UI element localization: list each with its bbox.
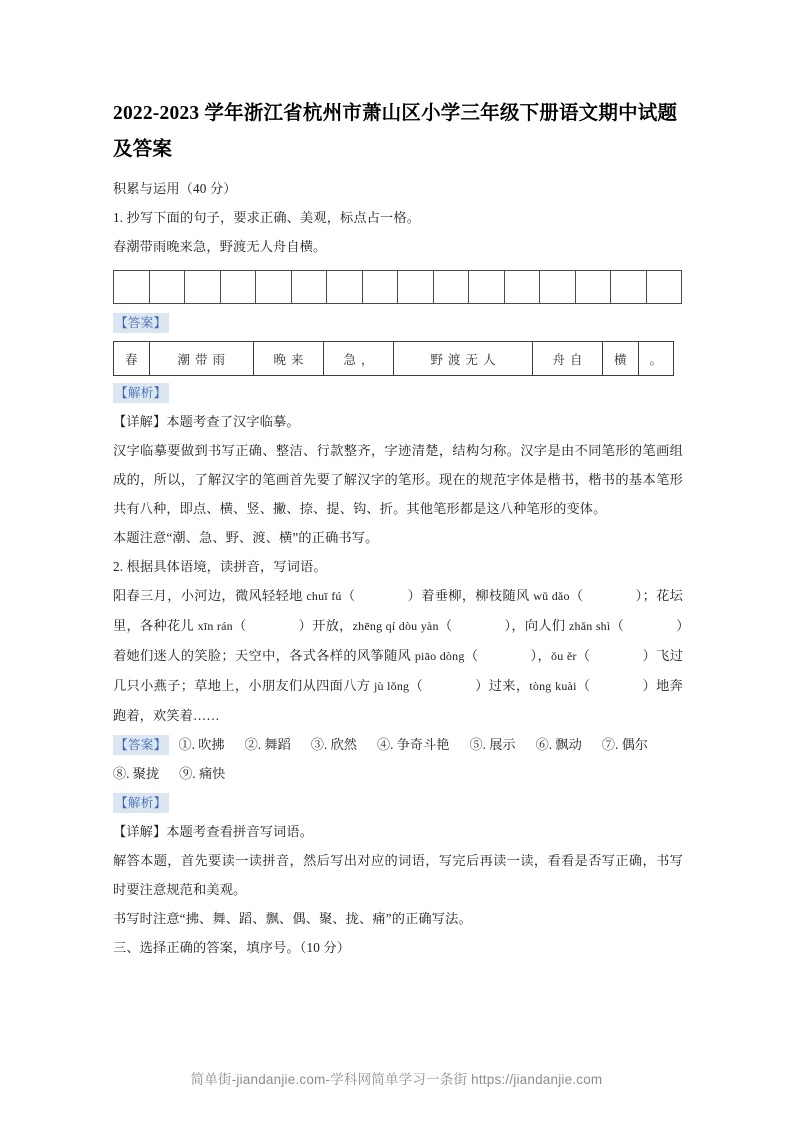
- pinyin-ju-long: jù lǒng: [373, 679, 410, 693]
- pinyin-zhan-shi: zhǎn shì: [569, 619, 611, 633]
- answer-item-2: [245, 737, 291, 752]
- answer-item-6: [536, 737, 582, 752]
- grid-cell[interactable]: [185, 271, 221, 304]
- analysis-tag: 【解析】: [113, 793, 169, 813]
- grid-cell[interactable]: [433, 271, 469, 304]
- answer-number: ③.: [310, 737, 328, 752]
- answer-text: 飘动: [555, 737, 582, 752]
- q2-text: ），: [530, 648, 552, 663]
- document-content: [113, 96, 683, 962]
- table-row: [114, 342, 674, 376]
- answer-text: 展示: [489, 737, 516, 752]
- q2-text: ），向人们: [504, 618, 569, 633]
- question1-sentence: 春潮带雨晚来急，野渡无人舟自横。: [113, 239, 327, 254]
- answer-cell: 舟自: [533, 342, 603, 376]
- pinyin-kuai: kuài: [555, 679, 577, 693]
- answer-number: ⑦.: [601, 737, 619, 752]
- question2-detail-line: 【详解】本题考查看拼音写词语。: [113, 824, 314, 839]
- grid-cell[interactable]: [540, 271, 576, 304]
- grid-cell[interactable]: [327, 271, 363, 304]
- answer-item-5: [469, 737, 515, 752]
- question1-writing-grid-wrap: [113, 270, 683, 304]
- q2-text: ）着她们迷人的笑脸；天空中，各式各样的风筝随风: [113, 618, 683, 663]
- q2-text: ）地奔跑着，欢笑着……: [113, 678, 683, 723]
- grid-cell[interactable]: [646, 271, 682, 304]
- answer-text: 欣然: [330, 737, 357, 752]
- answer-text: 偶尔: [621, 737, 648, 752]
- grid-cell[interactable]: [149, 271, 185, 304]
- answer-tag: 【答案】: [113, 735, 169, 755]
- question1-analysis-paragraph-1: 汉字临摹要做到书写正确、整洁、行款整齐，字迹清楚，结构匀称。汉字是由不同笔形的笔画组成的，所以，了解汉字的笔画首先要了解汉字的笔形。现在的规范字体是楷书，楷书的基本笔形共有八种，即点、横、竖、撇、捺、提、钩、折。其他笔形都是这八种笔形的变体。: [113, 443, 683, 516]
- answer-cell: 野渡无人: [394, 342, 533, 376]
- grid-cell[interactable]: [504, 271, 540, 304]
- pinyin-zheng-qi-dou-yan: zhēng qí dòu yàn: [352, 619, 439, 633]
- answer-item-7: [602, 737, 648, 752]
- answer-cell: 。: [638, 342, 674, 376]
- answer-cell: 潮带雨: [149, 342, 254, 376]
- question3-prompt: 三、选择正确的答案，填序号。（10 分）: [113, 940, 351, 955]
- q2-text: ）；: [635, 588, 656, 603]
- pinyin-xin-ran: xīn rán: [197, 619, 233, 633]
- answer-number: ⑤.: [469, 737, 486, 752]
- pinyin-piao-dong: piāo dòng: [414, 649, 465, 663]
- grid-cell[interactable]: [362, 271, 398, 304]
- question2-analysis-paragraph-1: 解答本题，首先要读一读拼音，然后写出对应的词语，写完后再读一读，看看是否写正确，书写时要注意规范和美观。: [113, 853, 683, 897]
- pinyin-chui-fu: chuī fú: [306, 589, 342, 603]
- question1-detail-line: 【详解】本题考查了汉字临摹。: [113, 414, 300, 429]
- question1-writing-grid: [113, 270, 682, 304]
- grid-cell[interactable]: [256, 271, 292, 304]
- answer-item-1: [178, 737, 224, 752]
- question2-answer-line: [113, 730, 683, 788]
- grid-cell[interactable]: [291, 271, 327, 304]
- question2-body: 阳春三月，小河边，微风轻轻地 chuī fú（ ）着垂柳，柳枝随风 wǔ dǎo（ ）；花坛里，各种花儿 xīn rán（ ）开放，zhēng qí dòu yàn（ ），向人们 zhǎn shì（ ）着她们迷人的笑脸；天空中，各式各样的风筝随风 piāo dòng（ ），ǒu ěr（ ）飞过几只小燕子；草地上，小朋友们从四面八方 jù lǒng（ ）过来，tòng kuài（ ）地奔跑着，欢笑着……: [113, 588, 684, 723]
- question1-prompt: 1. 抄写下面的句子，要求正确、美观，标点占一格。: [113, 210, 421, 225]
- answer-item-8: [113, 766, 159, 781]
- grid-cell[interactable]: [469, 271, 505, 304]
- section-heading: 积累与运用（40 分）: [113, 181, 237, 196]
- q2-text: 花坛里，各种花儿: [113, 588, 684, 633]
- answer-tag: 【答案】: [113, 313, 169, 333]
- q2-text: ）过来，: [474, 678, 530, 693]
- answer-text: 舞蹈: [264, 737, 291, 752]
- grid-cell[interactable]: [611, 271, 647, 304]
- question1-answer-grid: [113, 341, 674, 376]
- analysis-tag: 【解析】: [113, 383, 169, 403]
- grid-cell[interactable]: [220, 271, 256, 304]
- question1-analysis-paragraph-2: 本题注意“潮、急、野、渡、横”的正确书写。: [113, 530, 379, 545]
- footer-watermark: 简单街-jiandanjie.com-学科网简单学习一条街 https://jiandanjie.com: [190, 1072, 603, 1087]
- answer-item-9: [179, 766, 225, 781]
- answer-text: 聚拢: [132, 766, 160, 781]
- question1-answer-tag-line: [113, 308, 683, 337]
- answer-cell: 晚来: [254, 342, 324, 376]
- answer-text: 痛快: [198, 766, 226, 781]
- question2-analysis-tag-line: [113, 788, 683, 817]
- answer-text: 争奇斗艳: [396, 737, 450, 752]
- grid-cell[interactable]: [398, 271, 434, 304]
- answer-item-4: [377, 737, 450, 752]
- table-row: [114, 271, 682, 304]
- q2-text: ）飞过几只小燕子；草地上，小朋友们从四面八方: [113, 648, 684, 693]
- q2-text: ）开放，: [298, 618, 353, 633]
- question2-analysis-paragraph-2: 书写时注意“拂、舞、蹈、飘、偶、聚、拢、痛”的正确写法。: [113, 911, 472, 926]
- pinyin-ou-er: ǒu ěr: [551, 649, 577, 663]
- answer-cell: 急，: [324, 342, 394, 376]
- answer-number: ②.: [244, 737, 262, 752]
- answer-number: ①.: [178, 737, 195, 752]
- question2-prompt: 2. 根据具体语境，读拼音，写词语。: [113, 559, 327, 574]
- answer-item-3: [311, 737, 357, 752]
- q2-text: ）着垂柳，柳枝随风: [407, 588, 534, 603]
- pinyin-tong: tòng: [529, 679, 552, 693]
- page-title: 2022-2023 学年浙江省杭州市萧山区小学三年级下册语文期中试题及答案: [113, 103, 678, 160]
- answer-cell: 横: [603, 342, 639, 376]
- answer-number: ⑧.: [113, 766, 130, 781]
- answer-text: 吹拂: [198, 737, 225, 752]
- grid-cell[interactable]: [114, 271, 150, 304]
- answer-number: ⑥.: [535, 737, 553, 752]
- answer-cell: 春: [114, 342, 150, 376]
- question1-analysis-tag-line: [113, 378, 683, 407]
- grid-cell[interactable]: [575, 271, 611, 304]
- q2-text: 阳春三月，小河边，微风轻轻地: [113, 588, 307, 603]
- answer-number: ⑨.: [179, 766, 196, 781]
- pinyin-wu-dao: wǔ dǎo: [533, 589, 570, 603]
- answer-number: ④.: [376, 737, 394, 752]
